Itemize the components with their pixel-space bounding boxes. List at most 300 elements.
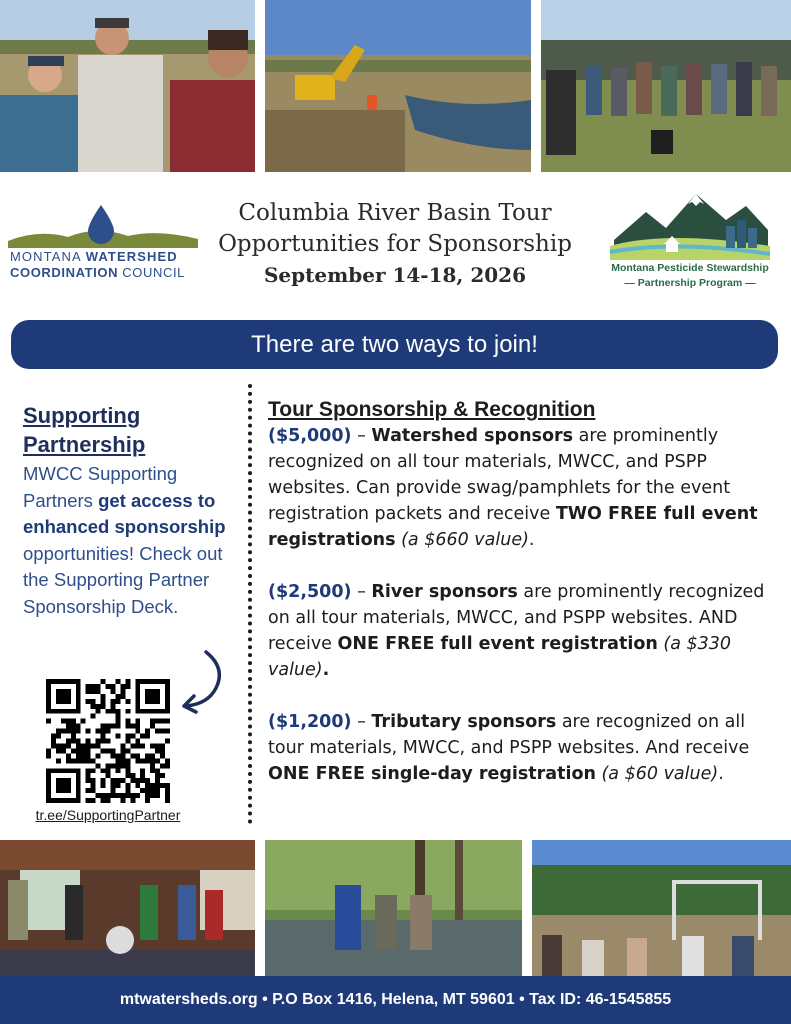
qr-module xyxy=(165,758,170,763)
qr-module xyxy=(66,699,71,704)
qr-module xyxy=(71,798,76,803)
qr-module xyxy=(101,704,106,709)
qr-module xyxy=(140,709,145,714)
qr-module xyxy=(135,793,140,798)
qr-module xyxy=(110,704,115,709)
qr-module xyxy=(135,729,140,734)
qr-module xyxy=(46,684,51,689)
qr-module xyxy=(125,739,130,744)
supporting-partner-link[interactable]: tr.ee/SupportingPartner xyxy=(35,807,181,823)
qr-module xyxy=(71,679,76,684)
qr-module xyxy=(76,699,81,704)
qr-module xyxy=(101,734,106,739)
qr-module xyxy=(101,699,106,704)
qr-module xyxy=(56,778,61,783)
qr-module xyxy=(145,788,150,793)
qr-module xyxy=(165,719,170,724)
qr-module xyxy=(91,768,96,773)
qr-module xyxy=(150,768,155,773)
qr-module xyxy=(91,788,96,793)
tier-name: Tributary sponsors xyxy=(371,712,557,732)
qr-module xyxy=(160,709,165,714)
qr-module xyxy=(66,768,71,773)
qr-module xyxy=(101,798,106,803)
logo-text-montana: MONTANA xyxy=(10,249,82,264)
qr-module xyxy=(135,679,140,684)
qr-module xyxy=(76,743,81,748)
qr-module xyxy=(110,699,115,704)
tier-value: (a $330 value) xyxy=(268,634,732,680)
qr-module xyxy=(66,719,71,724)
qr-module xyxy=(125,783,130,788)
qr-module xyxy=(101,778,106,783)
tier-dash: – xyxy=(351,712,372,732)
qr-module xyxy=(135,778,140,783)
qr-module xyxy=(101,729,106,734)
qr-module xyxy=(56,699,61,704)
qr-module xyxy=(130,724,135,729)
qr-module xyxy=(56,679,61,684)
tier-name: Watershed sponsors xyxy=(371,426,574,446)
qr-module xyxy=(150,743,155,748)
qr-module xyxy=(125,734,130,739)
qr-module xyxy=(86,684,91,689)
qr-module xyxy=(91,714,96,719)
tier-desc: are prominently recognized on all tour materials, MWCC, and PSPP websites. AND receive xyxy=(268,582,765,654)
qr-module xyxy=(76,724,81,729)
qr-module xyxy=(165,679,170,684)
qr-module xyxy=(91,798,96,803)
qr-module xyxy=(86,758,91,763)
qr-module xyxy=(101,694,106,699)
qr-module xyxy=(106,724,111,729)
qr-module xyxy=(145,694,150,699)
qr-module xyxy=(101,724,106,729)
qr-module xyxy=(71,719,76,724)
qr-module xyxy=(120,743,125,748)
qr-module xyxy=(120,798,125,803)
qr-module xyxy=(56,768,61,773)
qr-module xyxy=(145,734,150,739)
qr-module xyxy=(165,729,170,734)
qr-module xyxy=(135,739,140,744)
tier-watershed xyxy=(268,423,768,553)
qr-module xyxy=(76,689,81,694)
logo-text-coordination: COORDINATION xyxy=(10,265,119,280)
qr-module xyxy=(160,773,165,778)
qr-module xyxy=(135,694,140,699)
qr-module xyxy=(125,788,130,793)
qr-module xyxy=(120,778,125,783)
qr-module xyxy=(86,788,91,793)
qr-module xyxy=(61,748,66,753)
qr-module xyxy=(66,739,71,744)
qr-module xyxy=(46,689,51,694)
qr-module xyxy=(165,783,170,788)
event-dates: September 14-18, 2026 xyxy=(263,263,527,287)
qr-module xyxy=(46,753,51,758)
qr-module xyxy=(106,729,111,734)
mwcc-logo xyxy=(8,203,203,283)
qr-module xyxy=(51,679,56,684)
qr-module xyxy=(155,778,160,783)
qr-module xyxy=(145,729,150,734)
qr-module xyxy=(145,709,150,714)
qr-module xyxy=(115,699,120,704)
qr-module xyxy=(115,679,120,684)
pspp-caption: Montana Pesticide Stewardship xyxy=(611,262,769,274)
join-banner: There are two ways to join! xyxy=(11,320,778,369)
tier-tributary xyxy=(268,709,768,787)
qr-module xyxy=(61,798,66,803)
qr-module xyxy=(76,679,81,684)
qr-module xyxy=(91,778,96,783)
qr-module xyxy=(76,793,81,798)
qr-module xyxy=(160,748,165,753)
qr-module xyxy=(120,689,125,694)
tier-river xyxy=(268,579,768,683)
qr-module xyxy=(106,684,111,689)
qr-module xyxy=(130,773,135,778)
qr-module xyxy=(165,739,170,744)
qr-module xyxy=(66,689,71,694)
qr-module xyxy=(125,719,130,724)
qr-module xyxy=(115,768,120,773)
qr-module xyxy=(115,714,120,719)
qr-module xyxy=(125,684,130,689)
qr-module xyxy=(115,783,120,788)
qr-module xyxy=(135,704,140,709)
qr-module xyxy=(106,793,111,798)
qr-module xyxy=(160,719,165,724)
qr-module xyxy=(110,793,115,798)
logo-text-watershed: WATERSHED xyxy=(85,249,178,264)
qr-module xyxy=(81,743,86,748)
qr-module xyxy=(86,753,91,758)
qr-module xyxy=(101,748,106,753)
qr-module xyxy=(140,778,145,783)
qr-module xyxy=(96,704,101,709)
qr-module xyxy=(135,719,140,724)
qr-module xyxy=(155,773,160,778)
qr-module xyxy=(61,699,66,704)
qr-module xyxy=(140,734,145,739)
qr-module xyxy=(61,729,66,734)
qr-module xyxy=(51,798,56,803)
qr-module xyxy=(96,763,101,768)
qr-module xyxy=(110,763,115,768)
qr-module xyxy=(76,739,81,744)
qr-module xyxy=(145,689,150,694)
tier-desc: are prominently recognized on all tour materials, MWCC, and PSPP websites. Can provide swag/pamphlets for the event registration packets and receive xyxy=(268,426,731,524)
qr-module xyxy=(101,783,106,788)
qr-module xyxy=(91,743,96,748)
water-drop-icon xyxy=(8,203,198,248)
qr-module xyxy=(165,788,170,793)
qr-module xyxy=(71,739,76,744)
qr-module xyxy=(150,694,155,699)
qr-module xyxy=(160,729,165,734)
qr-module xyxy=(61,719,66,724)
tier-dash: – xyxy=(351,426,372,446)
page-title: Columbia River Basin Tour xyxy=(238,200,552,226)
qr-module xyxy=(66,798,71,803)
text-part: MWCC Supporting Partners xyxy=(23,463,178,511)
qr-module xyxy=(165,793,170,798)
qr-module xyxy=(115,778,120,783)
qr-module xyxy=(145,783,150,788)
qr-module xyxy=(135,699,140,704)
qr-module xyxy=(71,748,76,753)
qr-module xyxy=(160,753,165,758)
qr-module xyxy=(135,753,140,758)
qr-module xyxy=(125,699,130,704)
tour-sponsorship-heading: Tour Sponsorship & Recognition xyxy=(268,398,596,421)
qr-module xyxy=(76,788,81,793)
qr-module xyxy=(155,699,160,704)
qr-module xyxy=(56,689,61,694)
qr-module xyxy=(120,763,125,768)
qr-module xyxy=(46,788,51,793)
qr-module xyxy=(160,743,165,748)
qr-module xyxy=(115,709,120,714)
qr-module xyxy=(160,679,165,684)
qr-module xyxy=(51,768,56,773)
logo-text-council: COUNCIL xyxy=(122,265,186,280)
pspp-logo xyxy=(606,190,774,295)
qr-module xyxy=(165,694,170,699)
qr-module xyxy=(86,729,91,734)
qr-module xyxy=(101,793,106,798)
qr-module xyxy=(110,788,115,793)
qr-module xyxy=(165,704,170,709)
qr-module xyxy=(56,798,61,803)
qr-module xyxy=(101,739,106,744)
qr-module xyxy=(96,753,101,758)
qr-module xyxy=(110,783,115,788)
supporting-partnership-heading xyxy=(23,401,238,459)
qr-module xyxy=(86,778,91,783)
qr-module xyxy=(106,709,111,714)
qr-module xyxy=(110,748,115,753)
qr-module xyxy=(130,778,135,783)
qr-module xyxy=(91,684,96,689)
qr-module xyxy=(130,793,135,798)
qr-module xyxy=(61,709,66,714)
qr-module xyxy=(61,778,66,783)
qr-module xyxy=(101,679,106,684)
qr-module xyxy=(86,773,91,778)
qr-module xyxy=(140,768,145,773)
qr-module xyxy=(140,788,145,793)
qr-module xyxy=(130,798,135,803)
tier-benefit: ONE FREE full event registration xyxy=(337,634,658,654)
qr-module xyxy=(61,679,66,684)
tier-amount: ($5,000) xyxy=(268,426,352,446)
qr-module xyxy=(101,768,106,773)
qr-module xyxy=(96,684,101,689)
qr-module xyxy=(125,768,130,773)
qr-module xyxy=(155,793,160,798)
qr-module xyxy=(71,734,76,739)
qr-module xyxy=(160,783,165,788)
qr-module xyxy=(155,788,160,793)
qr-module xyxy=(145,758,150,763)
qr-module xyxy=(76,773,81,778)
qr-module xyxy=(115,758,120,763)
qr-module xyxy=(46,719,51,724)
qr-module xyxy=(66,758,71,763)
column-divider xyxy=(248,384,252,824)
qr-module xyxy=(46,709,51,714)
qr-module xyxy=(150,753,155,758)
qr-module xyxy=(150,689,155,694)
tier-desc: are recognized on all tour materials, MWCC, and PSPP websites. And receive xyxy=(268,712,750,758)
qr-module xyxy=(71,729,76,734)
qr-module xyxy=(145,753,150,758)
qr-module xyxy=(135,684,140,689)
qr-module xyxy=(120,793,125,798)
qr-module xyxy=(56,694,61,699)
qr-module xyxy=(115,763,120,768)
qr-module xyxy=(51,739,56,744)
photo-creek-wading xyxy=(265,840,522,976)
qr-module xyxy=(91,704,96,709)
qr-module xyxy=(46,699,51,704)
qr-module xyxy=(125,709,130,714)
qr-module xyxy=(155,719,160,724)
qr-module xyxy=(61,689,66,694)
qr-module xyxy=(96,793,101,798)
qr-module xyxy=(150,783,155,788)
qr-module xyxy=(61,743,66,748)
qr-module xyxy=(46,793,51,798)
qr-module xyxy=(110,684,115,689)
qr-module xyxy=(71,768,76,773)
qr-module xyxy=(145,679,150,684)
tier-end: . xyxy=(322,660,330,680)
qr-module xyxy=(135,743,140,748)
qr-module xyxy=(155,748,160,753)
qr-module xyxy=(125,773,130,778)
qr-module xyxy=(150,699,155,704)
qr-module xyxy=(140,743,145,748)
heading-line-2: Partnership xyxy=(23,432,146,457)
tier-value: (a $660 value) xyxy=(395,530,529,550)
qr-module xyxy=(155,743,160,748)
photo-people-outdoors xyxy=(0,0,255,172)
qr-module xyxy=(120,753,125,758)
qr-module xyxy=(56,758,61,763)
qr-module xyxy=(155,758,160,763)
qr-module xyxy=(165,709,170,714)
qr-module xyxy=(96,689,101,694)
photo-group-field xyxy=(541,0,791,172)
qr-module xyxy=(56,748,61,753)
qr-module xyxy=(91,699,96,704)
qr-module xyxy=(120,758,125,763)
qr-module xyxy=(140,758,145,763)
qr-module xyxy=(61,788,66,793)
qr-module xyxy=(145,699,150,704)
qr-module xyxy=(106,739,111,744)
qr-module xyxy=(46,773,51,778)
qr-module xyxy=(86,689,91,694)
qr-module xyxy=(150,763,155,768)
qr-module xyxy=(46,768,51,773)
qr-module xyxy=(165,699,170,704)
qr-module xyxy=(66,753,71,758)
qr-module xyxy=(46,783,51,788)
qr-module xyxy=(110,753,115,758)
qr-module xyxy=(155,679,160,684)
qr-module xyxy=(135,689,140,694)
qr-module xyxy=(66,778,71,783)
qr-module xyxy=(150,788,155,793)
qr-module xyxy=(165,763,170,768)
qr-module xyxy=(81,758,86,763)
qr-module xyxy=(145,798,150,803)
qr-module xyxy=(115,724,120,729)
qr-code[interactable] xyxy=(46,679,170,803)
qr-module xyxy=(86,699,91,704)
qr-module xyxy=(135,758,140,763)
qr-module xyxy=(76,768,81,773)
qr-module xyxy=(61,783,66,788)
qr-module xyxy=(66,724,71,729)
qr-module xyxy=(110,724,115,729)
qr-module xyxy=(66,743,71,748)
qr-module xyxy=(71,709,76,714)
qr-module xyxy=(76,798,81,803)
qr-module xyxy=(56,743,61,748)
page-subtitle: Opportunities for Sponsorship xyxy=(218,231,572,257)
qr-module xyxy=(110,709,115,714)
qr-module xyxy=(66,709,71,714)
qr-module xyxy=(155,729,160,734)
page-title-block xyxy=(205,198,585,290)
qr-module xyxy=(46,679,51,684)
qr-module xyxy=(96,729,101,734)
qr-module xyxy=(120,748,125,753)
qr-module xyxy=(76,684,81,689)
qr-module xyxy=(155,709,160,714)
curved-arrow-icon xyxy=(176,648,228,718)
qr-module xyxy=(66,788,71,793)
qr-module xyxy=(81,748,86,753)
qr-module xyxy=(125,679,130,684)
qr-module xyxy=(150,758,155,763)
qr-module xyxy=(150,709,155,714)
qr-module xyxy=(115,734,120,739)
qr-module xyxy=(56,709,61,714)
tour-sponsorship-section xyxy=(268,397,768,813)
qr-module xyxy=(155,694,160,699)
qr-module xyxy=(115,753,120,758)
qr-module xyxy=(145,778,150,783)
qr-module xyxy=(81,753,86,758)
tier-benefit: TWO FREE full event registrations xyxy=(268,504,758,550)
qr-module xyxy=(120,694,125,699)
text-highlight: get access to enhanced sponsorship xyxy=(23,489,226,537)
qr-module xyxy=(125,793,130,798)
qr-module xyxy=(165,689,170,694)
qr-module xyxy=(115,694,120,699)
qr-module xyxy=(125,748,130,753)
qr-module xyxy=(155,783,160,788)
tier-end: . xyxy=(528,530,535,550)
qr-module xyxy=(140,679,145,684)
